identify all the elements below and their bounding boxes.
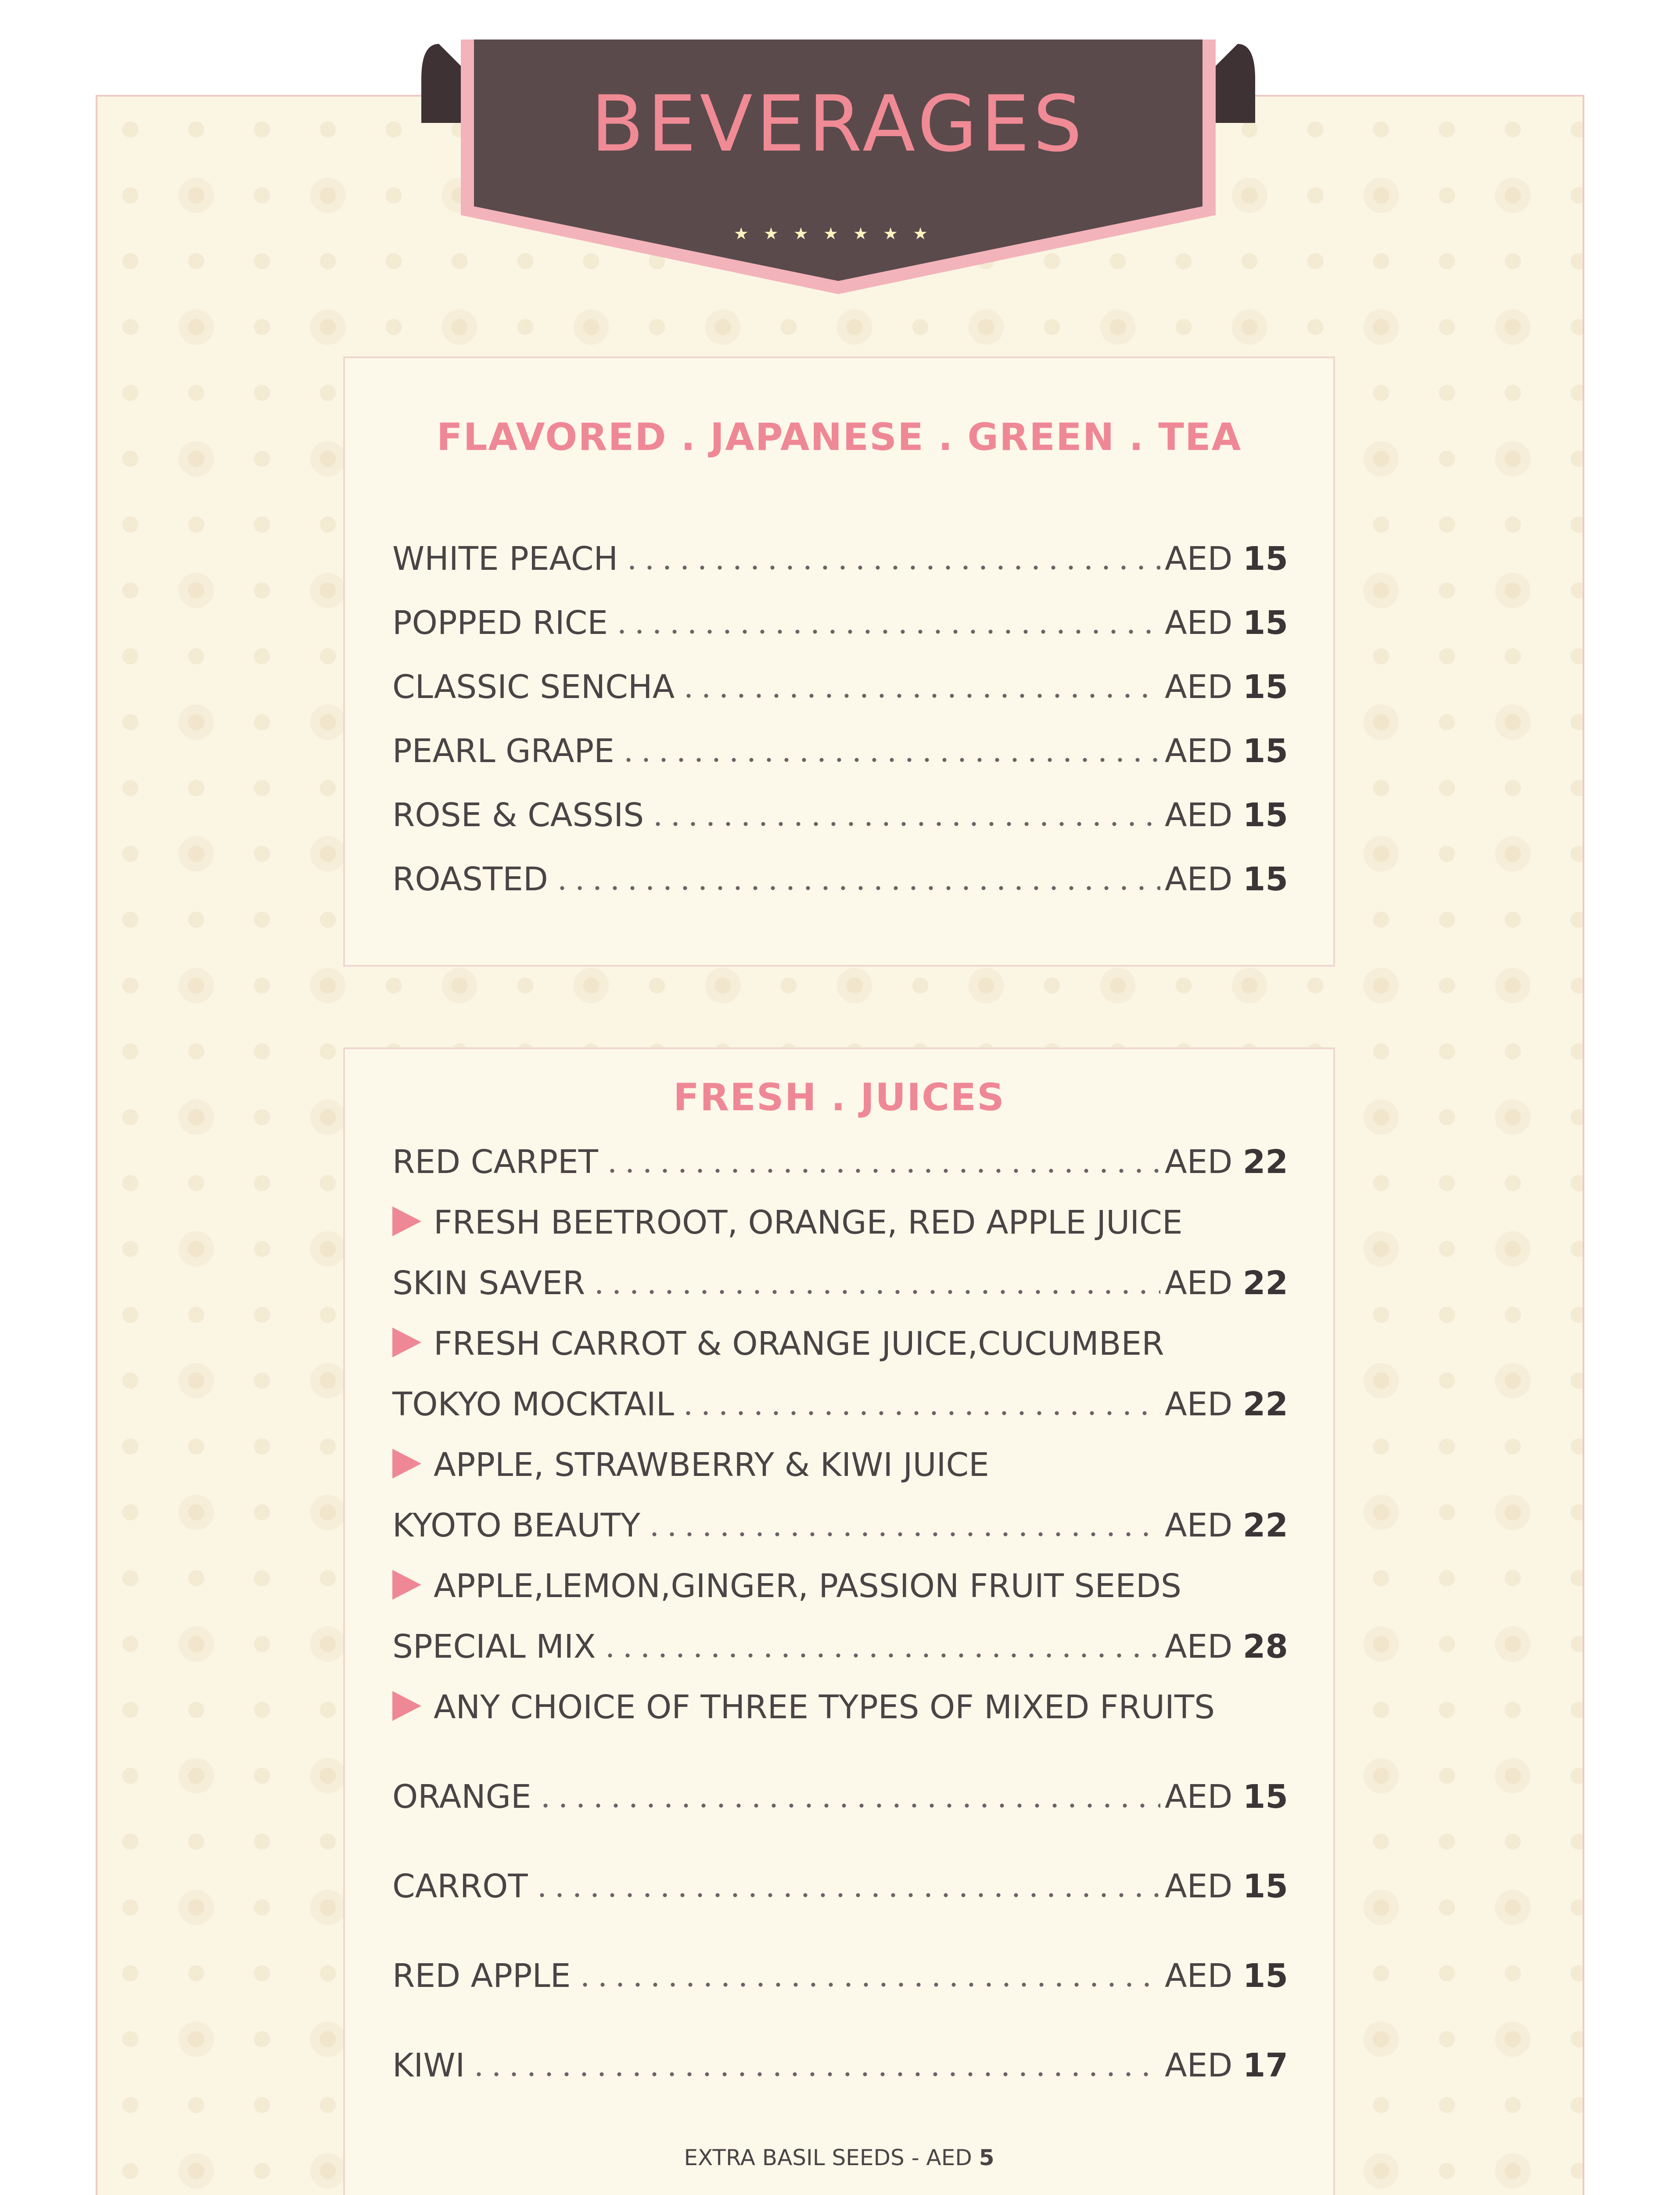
- item-description-text: APPLE,LEMON,GINGER, PASSION FRUIT SEEDS: [434, 1567, 1181, 1605]
- menu-item: [392, 1951, 1288, 1995]
- menu-item: [392, 598, 1288, 642]
- item-name: SPECIAL MIX: [392, 1628, 596, 1666]
- item-name: ORANGE: [392, 1778, 531, 1816]
- item-price: AED 15: [1165, 732, 1288, 770]
- item-price: AED 15: [1165, 860, 1288, 898]
- dot-leader: [470, 2072, 1160, 2076]
- item-name: WHITE PEACH: [392, 540, 618, 578]
- item-description-text: FRESH CARROT & ORANGE JUICE,CUCUMBER: [434, 1325, 1164, 1363]
- section-title-green-tea: FLAVORED . JAPANESE . GREEN . TEA: [436, 415, 1242, 459]
- star-decoration-icon: ★★★★★★★: [733, 224, 943, 243]
- green-tea-panel: [343, 356, 1335, 967]
- menu-item: [392, 1622, 1288, 1666]
- dot-leader: [646, 1532, 1160, 1536]
- menu-item: [392, 2040, 1288, 2084]
- menu-item: [392, 1861, 1288, 1905]
- item-name: ROSE & CASSIS: [392, 796, 644, 834]
- item-price: AED 15: [1165, 796, 1288, 834]
- menu-item: [392, 534, 1288, 578]
- item-price: AED 15: [1165, 668, 1288, 706]
- dot-leader: [576, 1983, 1160, 1987]
- item-description: [392, 1440, 1274, 1484]
- item-name: PEARL GRAPE: [392, 732, 614, 770]
- dot-leader: [601, 1653, 1160, 1658]
- section-title-juices: FRESH . JUICES: [673, 1076, 1005, 1119]
- item-description: [392, 1561, 1274, 1605]
- item-price: AED 28: [1165, 1628, 1288, 1666]
- dot-leader: [620, 758, 1160, 762]
- dot-leader: [679, 1411, 1160, 1415]
- dot-leader: [533, 1893, 1160, 1897]
- item-description-text: FRESH BEETROOT, ORANGE, RED APPLE JUICE: [434, 1204, 1183, 1241]
- menu-item: [392, 854, 1288, 898]
- item-price: AED 15: [1165, 1957, 1288, 1995]
- menu-item: [392, 790, 1288, 834]
- pink-arrow-icon: [392, 1449, 421, 1479]
- dot-leader: [590, 1290, 1160, 1294]
- item-name: CARROT: [392, 1868, 528, 1905]
- menu-item: [392, 1379, 1288, 1423]
- pink-arrow-icon: [392, 1328, 421, 1357]
- item-description: [392, 1682, 1274, 1726]
- menu-item: [392, 662, 1288, 706]
- extra-basil-note: [345, 2145, 1333, 2170]
- item-price: AED 22: [1165, 1264, 1288, 1302]
- menu-title: BEVERAGES: [591, 79, 1086, 169]
- item-name: SKIN SAVER: [392, 1264, 585, 1302]
- item-name: KYOTO BEAUTY: [392, 1507, 640, 1544]
- item-description: [392, 1319, 1274, 1363]
- item-price: AED 22: [1165, 1507, 1288, 1544]
- item-price: AED 22: [1165, 1385, 1288, 1423]
- item-description: [392, 1198, 1274, 1241]
- item-price: AED 22: [1165, 1143, 1288, 1181]
- pink-arrow-icon: [392, 1691, 421, 1721]
- item-description-text: APPLE, STRAWBERRY & KIWI JUICE: [434, 1446, 989, 1484]
- dot-leader: [623, 565, 1160, 570]
- pink-arrow-icon: [392, 1570, 421, 1600]
- dot-leader: [680, 694, 1160, 698]
- item-price: AED 15: [1165, 540, 1288, 578]
- dot-leader: [603, 1169, 1160, 1173]
- note-text: EXTRA BASIL SEEDS - AED: [684, 2145, 972, 2170]
- menu-item: [392, 1772, 1288, 1816]
- item-name: ROASTED: [392, 860, 548, 898]
- menu-item: [392, 726, 1288, 770]
- header-ribbon: [413, 31, 1264, 303]
- dot-leader: [537, 1803, 1160, 1808]
- pink-arrow-icon: [392, 1206, 421, 1236]
- item-name: KIWI: [392, 2047, 465, 2084]
- dot-leader: [613, 630, 1160, 634]
- menu-item: [392, 1501, 1288, 1544]
- menu-item: [392, 1258, 1288, 1302]
- menu-item: [392, 1137, 1288, 1181]
- dot-leader: [553, 886, 1160, 890]
- item-description-text: ANY CHOICE OF THREE TYPES OF MIXED FRUITS: [434, 1688, 1215, 1726]
- note-price: 5: [979, 2145, 994, 2170]
- item-price: AED 15: [1165, 1868, 1288, 1905]
- dot-leader: [649, 822, 1160, 826]
- item-price: AED 15: [1165, 1778, 1288, 1816]
- item-name: POPPED RICE: [392, 604, 608, 642]
- juices-drinks-panel: [343, 1047, 1335, 2195]
- item-name: RED CARPET: [392, 1143, 598, 1181]
- item-price: AED 15: [1165, 604, 1288, 642]
- item-price: AED 17: [1165, 2047, 1288, 2084]
- item-name: TOKYO MOCKTAIL: [392, 1385, 674, 1423]
- item-name: CLASSIC SENCHA: [392, 668, 675, 706]
- item-name: RED APPLE: [392, 1957, 571, 1995]
